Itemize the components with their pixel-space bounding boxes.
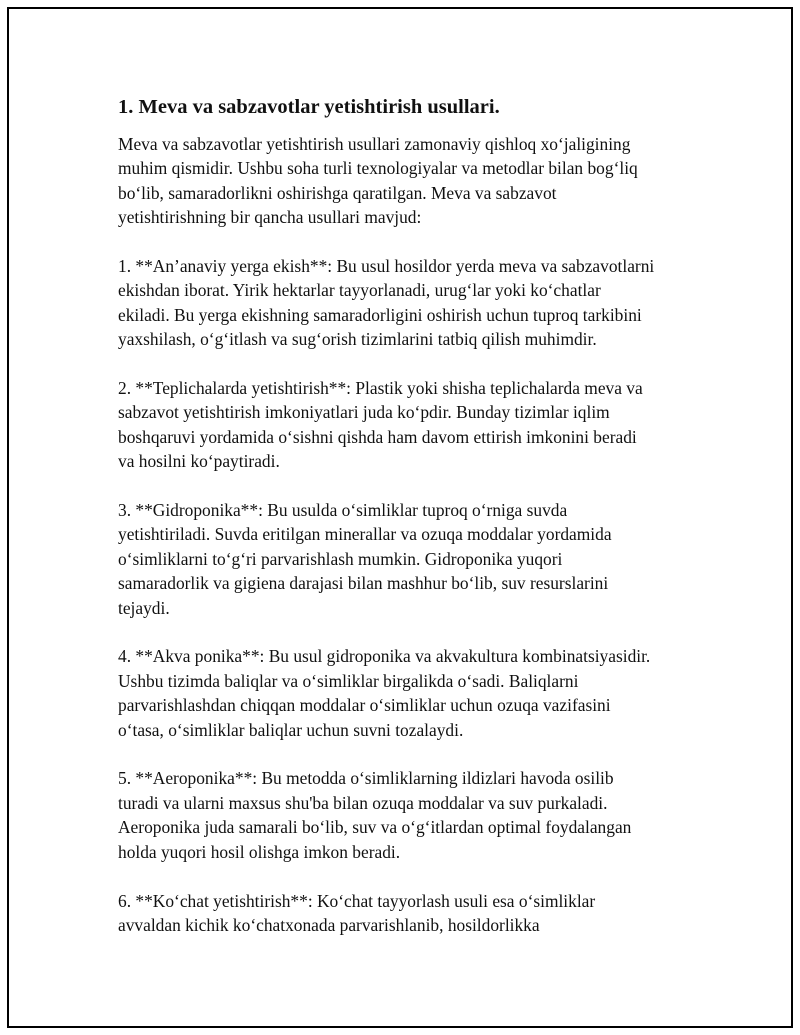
paragraph-line: o‘simliklarni to‘g‘ri parvarishlash mumkin. Gidroponika yuqori [118,548,563,569]
paragraph-line: va hosilni ko‘paytiradi. [118,451,280,472]
paragraph-line: Meva va sabzavotlar yetishtirish usullari zamonaviy qishloq xo‘jaligining [118,134,631,154]
paragraph-line: turadi va ularni maxsus shu'ba bilan ozuqa moddalar va suv purkaladi. [118,792,608,813]
paragraph [118,766,698,864]
paragraph-line: yetishtiriladi. Suvda eritilgan minerallar va ozuqa moddalar yordamida [118,524,612,545]
paragraph-line: boshqaruvi yordamida o‘sishni qishda ham davom ettirish imkonini beradi [118,426,637,447]
paragraph-line: o‘tasa, o‘simliklar baliqlar uchun suvni tozalaydi. [118,719,464,740]
document-body [118,92,698,962]
paragraph-line: 6. **Ko‘chat yetishtirish**: Ko‘chat tayyorlash usuli esa o‘simliklar [118,890,596,911]
document-title: 1. Meva va sabzavotlar yetishtirish usullari. [118,96,500,118]
paragraph-line: tejaydi. [118,597,170,618]
paragraph-list [118,132,698,937]
paragraph-line: ekishdan iborat. Yirik hektarlar tayyorlanadi, urug‘lar yoki ko‘chatlar [118,280,601,301]
paragraph-line: 5. **Aeroponika**: Bu metodda o‘simliklarning ildizlari havoda osilib [118,768,614,789]
paragraph-line: avvaldan kichik ko‘chatxonada parvarishlanib, hosildorlikka [118,914,540,935]
paragraph-line: ekiladi. Bu yerga ekishning samaradorligini oshirish uchun tuproq tarkibini [118,304,642,325]
paragraph-line: 1. **An’anaviy yerga ekish**: Bu usul hosildor yerda meva va sabzavotlarni [118,256,655,277]
paragraph-line: Aeroponika juda samarali bo‘lib, suv va o‘g‘itlardan optimal foydalangan [118,817,632,838]
paragraph [118,498,698,620]
paragraph-line: yetishtirishning bir qancha usullari mavjud: [118,207,422,228]
paragraph-line: parvarishlashdan chiqqan moddalar o‘simliklar uchun ozuqa vazifasini [118,695,611,716]
paragraph-line: muhim qismidir. Ushbu soha turli texnologiyalar va metodlar bilan bog‘liq [118,158,638,179]
paragraph-line: 2. **Teplichalarda yetishtirish**: Plastik yoki shisha teplichalarda meva va [118,378,643,399]
paragraph-line: yaxshilash, o‘g‘itlash va sug‘orish tizimlarini tatbiq qilish muhimdir. [118,329,597,350]
paragraph [118,254,698,352]
paragraph [118,889,698,938]
paragraph-line: Ushbu tizimda baliqlar va o‘simliklar birgalikda o‘sadi. Baliqlarni [118,670,579,691]
paragraph [118,132,698,230]
paragraph-line: 3. **Gidroponika**: Bu usulda o‘simliklar tuproq o‘rniga suvda [118,500,568,521]
paragraph-line: bo‘lib, samaradorlikni oshirishga qaratilgan. Meva va sabzavot [118,182,557,203]
paragraph-line: sabzavot yetishtirish imkoniyatlari juda ko‘pdir. Bunday tizimlar iqlim [118,402,610,423]
paragraph [118,376,698,474]
paragraph-line: 4. **Akva ponika**: Bu usul gidroponika va akvakultura kombinatsiyasidir. [118,646,651,667]
paragraph [118,644,698,742]
paragraph-line: samaradorlik va gigiena darajasi bilan mashhur bo‘lib, suv resurslarini [118,573,609,594]
paragraph-line: holda yuqori hosil olishga imkon beradi. [118,841,401,862]
